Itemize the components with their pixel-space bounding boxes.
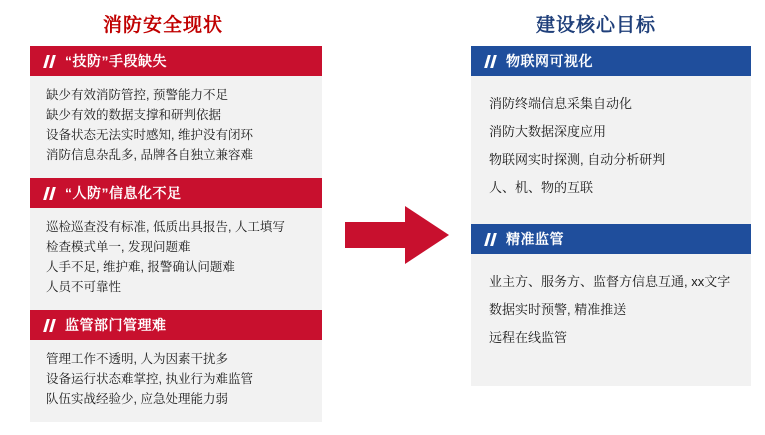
section-header-technical-defense [30,46,322,76]
current-situation-panel [30,46,322,422]
list-item: 队伍实战经验少, 应急处理能力弱 [46,392,228,406]
right-column-title: 建设核心目标 [536,15,657,36]
double-slash-icon [485,55,498,68]
section-header-precise-supervision [471,224,751,254]
list-item: 消防大数据深度应用 [489,124,607,139]
list-item: 设备状态无法实时感知, 维护没有闭环 [46,128,253,142]
double-slash-icon [44,319,57,332]
list-item: 业主方、服务方、监督方信息互通, xx文字 [489,274,731,289]
double-slash-icon [44,55,57,68]
list-item: 管理工作不透明, 人为因素干扰多 [46,352,228,366]
section-body-human-defense [30,208,322,306]
list-item: 人手不足, 维护难, 报警确认问题难 [46,260,235,274]
section-title: “人防”信息化不足 [65,185,182,201]
section-body-supervision [30,340,322,418]
double-slash-icon [44,187,57,200]
list-item: 巡检巡查没有标准, 低质出具报告, 人工填写 [46,220,285,234]
arrow-shaft [345,222,409,248]
list-item: 消防信息杂乱多, 品牌各自独立兼容难 [46,148,253,162]
section-header-human-defense [30,178,322,208]
list-item: 人员不可靠性 [46,280,122,294]
transition-arrow-icon [345,206,449,264]
spacer [471,216,751,224]
section-title: 精准监管 [506,231,564,247]
list-item: 数据实时预警, 精准推送 [489,302,627,317]
section-body-technical-defense [30,76,322,174]
section-body-iot-visualization [471,76,751,216]
list-item: 物联网实时探测, 自动分析研判 [489,152,666,167]
section-header-supervision [30,310,322,340]
core-goals-panel [471,46,751,386]
list-item: 远程在线监管 [489,330,568,345]
list-item: 设备运行状态难掌控, 执业行为难监管 [46,372,253,386]
list-item: 缺少有效的数据支撑和研判依据 [46,108,222,122]
double-slash-icon [485,233,498,246]
section-body-precise-supervision [471,254,751,366]
section-title: 监管部门管理难 [65,317,167,333]
list-item: 缺少有效消防管控, 预警能力不足 [46,88,228,102]
section-title: 物联网可视化 [506,53,593,69]
list-item: 检查模式单一, 发现问题难 [46,240,191,254]
arrow-head [405,206,449,264]
list-item: 消防终端信息采集自动化 [489,96,633,111]
list-item: 人、机、物的互联 [489,180,594,195]
left-column-title: 消防安全现状 [103,15,224,36]
section-title: “技防”手段缺失 [65,53,167,69]
section-header-iot-visualization [471,46,751,76]
